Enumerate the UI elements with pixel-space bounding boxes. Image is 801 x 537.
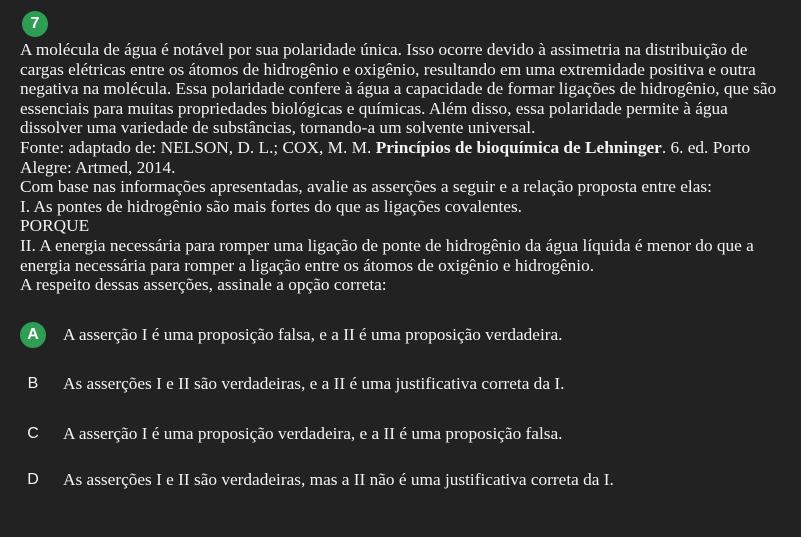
option-letter-a[interactable]: A [20, 322, 46, 348]
question-number-badge: 7 [22, 11, 48, 37]
option-text-a[interactable]: A asserção I é uma proposição falsa, e a II é uma proposição verdadeira. [63, 325, 563, 344]
prompt-text: A respeito dessas asserções, assinale a opção correta: [20, 275, 387, 295]
option-letter-d[interactable]: D [27, 471, 39, 488]
option-letter-b[interactable]: B [27, 375, 39, 392]
option-b[interactable] [20, 371, 780, 397]
source-title: Princípios de bioquímica de Lehninger [375, 137, 662, 157]
connector-text: PORQUE [20, 216, 90, 236]
question-stem [20, 40, 792, 295]
source-prefix: Fonte: adaptado de: NELSON, D. L.; COX, M. M. [20, 137, 376, 157]
option-d[interactable] [20, 467, 780, 493]
option-a[interactable] [20, 322, 780, 348]
source-citation [20, 138, 792, 177]
assertion-one: I. As pontes de hidrogênio são mais fortes do que as ligações covalentes. [20, 196, 522, 216]
option-text-c[interactable]: A asserção I é uma proposição verdadeira, e a II é uma proposição falsa. [63, 424, 563, 443]
source-suffix: . 6. ed. Porto Alegre: Artmed, 2014. [20, 137, 751, 177]
option-letter-c[interactable]: C [27, 425, 39, 442]
assertion-two: II. A energia necessária para romper uma ligação de ponte de hidrogênio da água líquida é menor do que a energia necessária para romper a ligação entre os átomos de oxigênio e hidrogênio. [20, 235, 754, 275]
option-text-b[interactable]: As asserções I e II são verdadeiras, e a II é uma justificativa correta da I. [63, 374, 565, 393]
instruction-text: Com base nas informações apresentadas, avalie as asserções a seguir e a relação proposta entre elas: [20, 177, 712, 197]
context-paragraph: A molécula de água é notável por sua polaridade única. Isso ocorre devido à assimetria na distribuição de cargas elétricas entre os átomos de hidrogênio e oxigênio, resultando em uma extremidade positiva e outra negativa na molécula. Essa polaridade confere à água a capacidade de formar ligações de hidrogênio, que são essenciais para muitas propriedades biológicas e químicas. Além disso, essa polaridade permite à água dissolver uma variedade de substâncias, tornando-a um solvente universal. [20, 40, 777, 138]
option-c[interactable] [20, 421, 780, 447]
option-text-d[interactable]: As asserções I e II são verdadeiras, mas a II não é uma justificativa correta da I. [63, 470, 614, 489]
